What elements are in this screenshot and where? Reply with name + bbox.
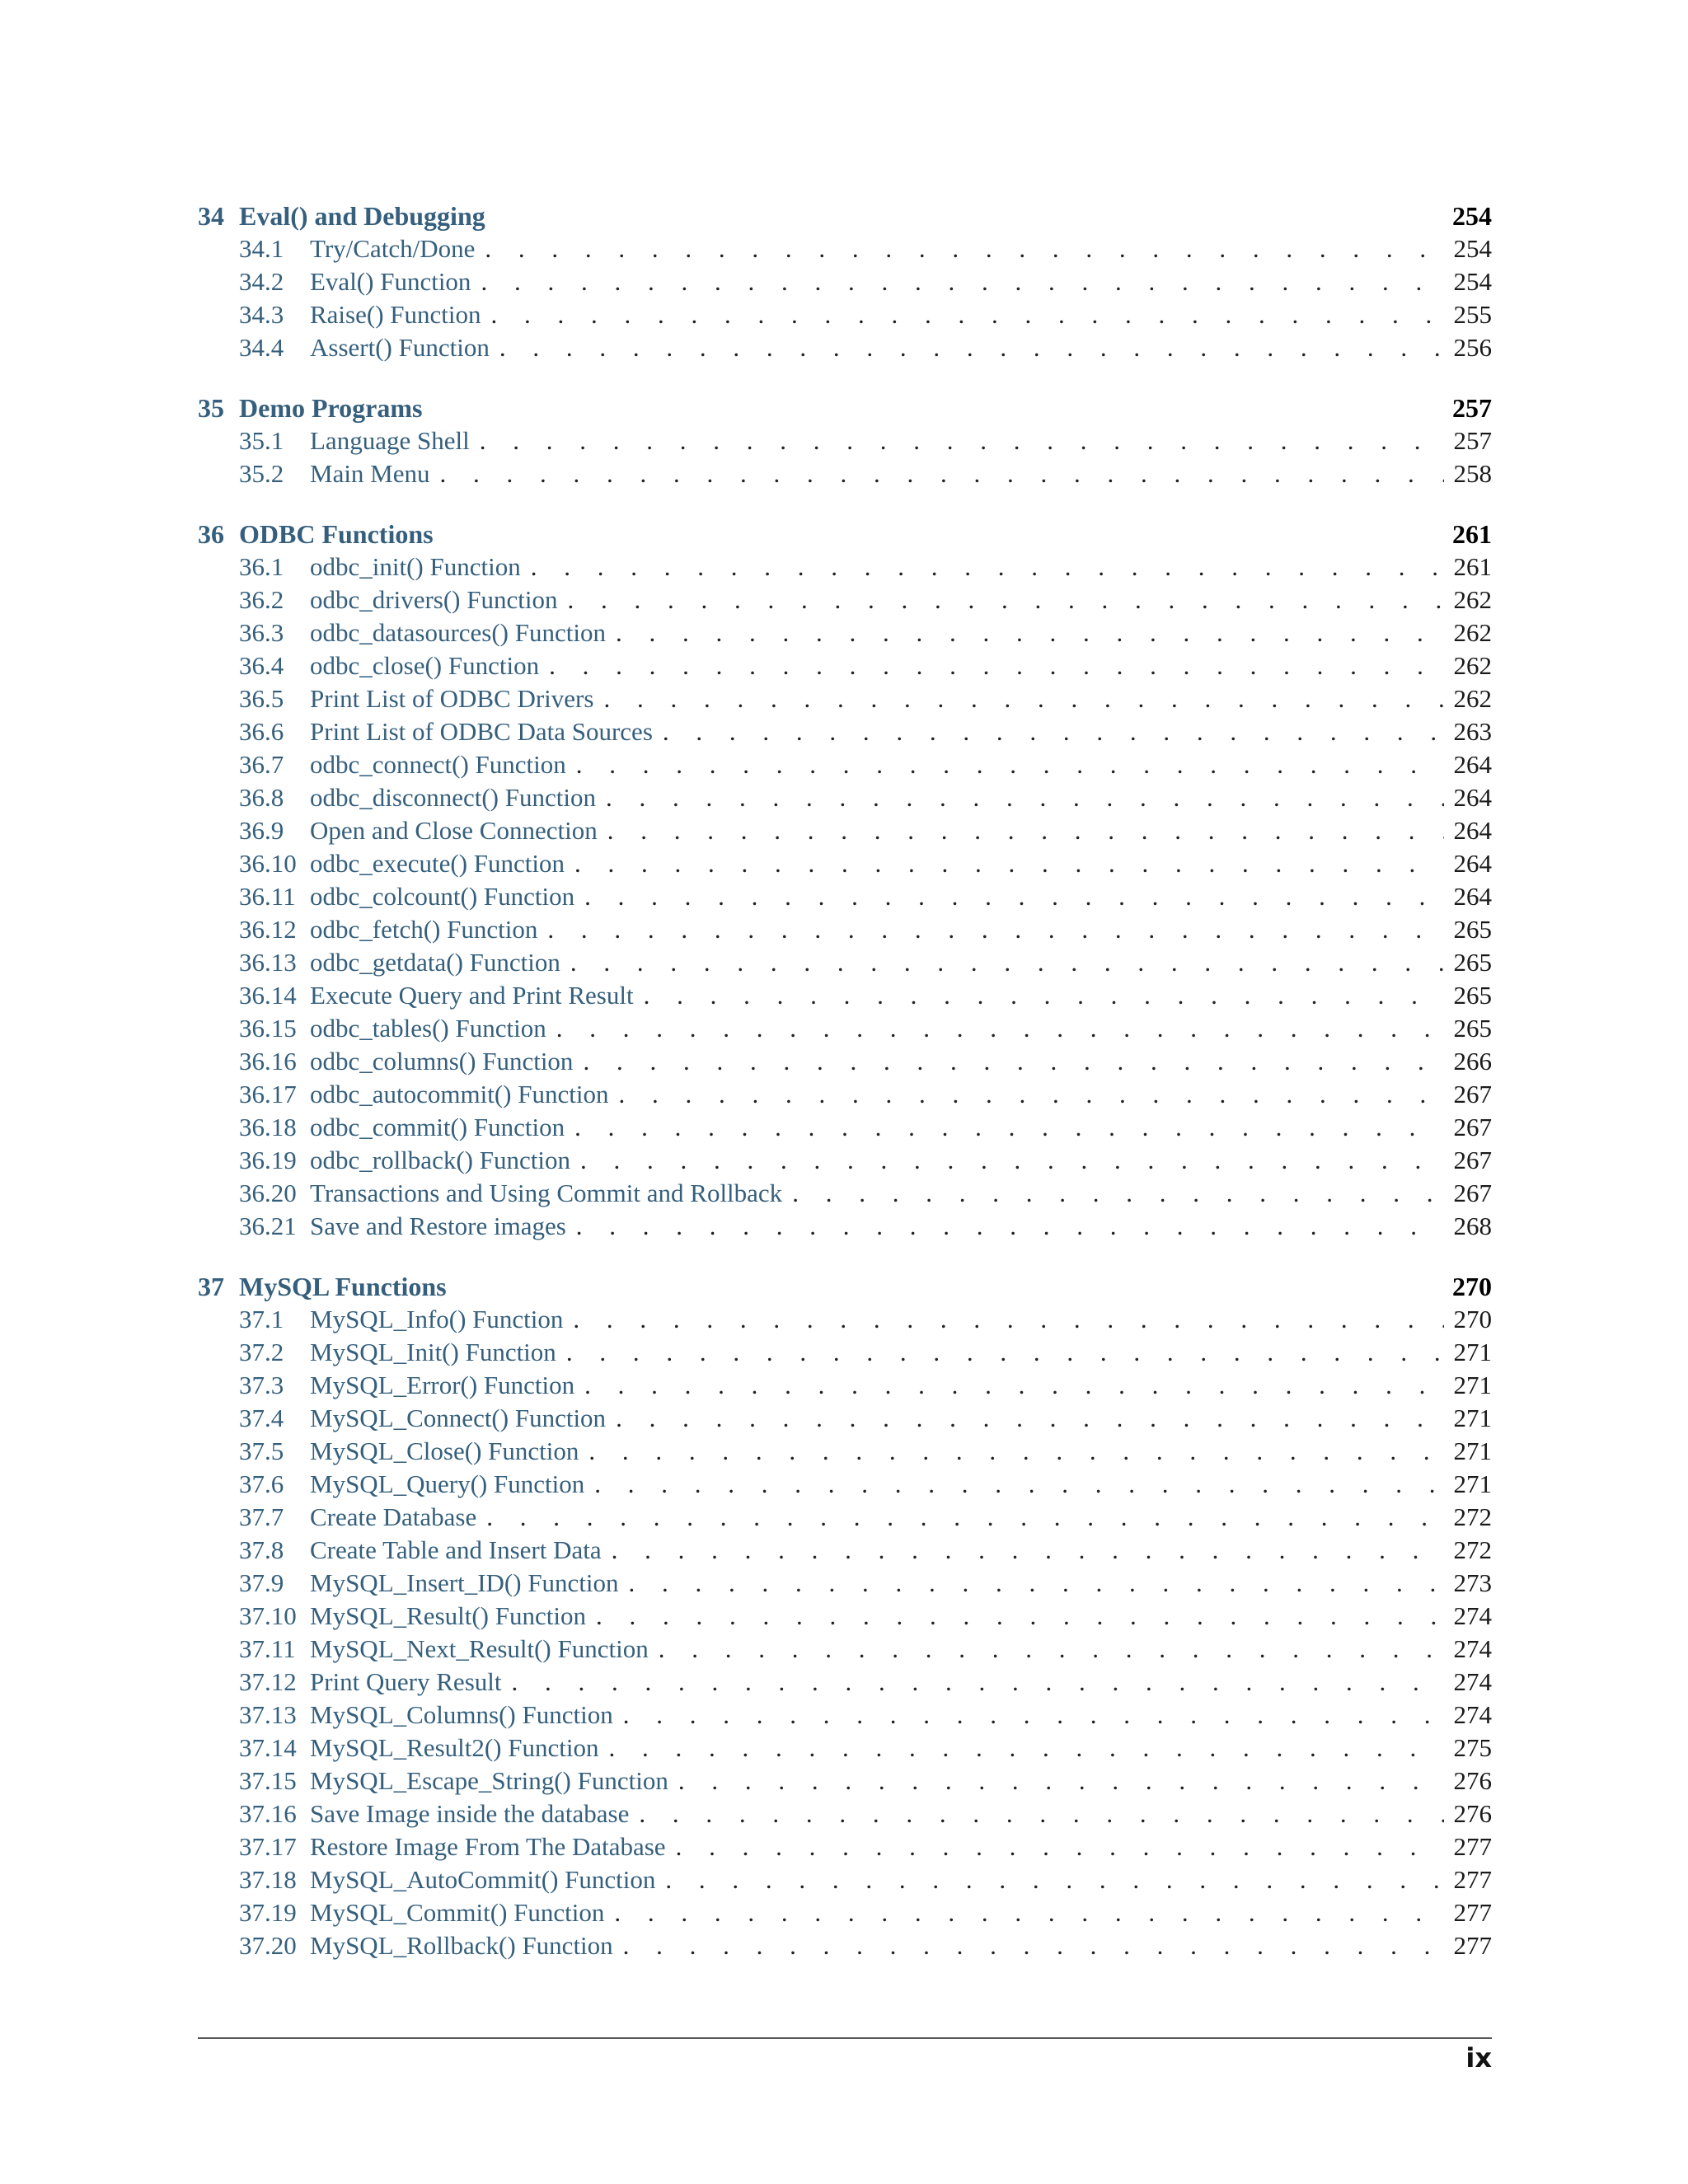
toc-entry[interactable]: [198, 1045, 1492, 1078]
dot-leader: [602, 1534, 1444, 1567]
section-number: 34.3: [239, 300, 284, 329]
section-title-link[interactable]: Save and Restore images: [310, 1212, 566, 1240]
dot-leader: [782, 1177, 1444, 1210]
section-page-number: 257: [1453, 426, 1492, 455]
dot-leader: [668, 1765, 1444, 1797]
section-title-link[interactable]: odbc_fetch() Function: [310, 915, 538, 944]
section-title-link[interactable]: Main Menu: [310, 459, 430, 488]
toc-entry[interactable]: [198, 1765, 1492, 1797]
section-page-number: 267: [1453, 1113, 1492, 1141]
section-page-number: 254: [1453, 267, 1492, 296]
toc-entry[interactable]: [198, 1797, 1492, 1830]
toc-chapter-34: [198, 199, 1492, 364]
section-number: 36.21: [239, 1212, 297, 1240]
chapter-page-number: 257: [1452, 393, 1492, 423]
dot-leader: [613, 1699, 1444, 1732]
toc-entry[interactable]: [198, 946, 1492, 979]
toc-entry[interactable]: [198, 847, 1492, 880]
section-title-link[interactable]: Create Database: [310, 1502, 477, 1531]
dot-leader: [629, 1797, 1444, 1830]
toc-entry[interactable]: [198, 1896, 1492, 1929]
section-number: 37.15: [239, 1766, 297, 1795]
toc-entry[interactable]: [198, 616, 1492, 649]
toc-entry[interactable]: [198, 1501, 1492, 1534]
section-title-link[interactable]: odbc_rollback() Function: [310, 1146, 570, 1174]
section-page-number: 271: [1453, 1469, 1492, 1498]
toc-entry[interactable]: [198, 748, 1492, 781]
toc-entry[interactable]: [198, 457, 1492, 490]
section-number: 37.1: [239, 1305, 284, 1333]
section-page-number: 254: [1453, 234, 1492, 263]
section-title-link[interactable]: MySQL_Info() Function: [310, 1305, 564, 1333]
section-number: 37.18: [239, 1865, 297, 1894]
table-of-contents: [198, 199, 1492, 1990]
section-title-link[interactable]: odbc_getdata() Function: [310, 948, 560, 977]
chapter-page-number: 270: [1452, 1272, 1492, 1301]
section-page-number: 277: [1453, 1832, 1492, 1861]
section-page-number: 256: [1453, 333, 1492, 362]
toc-entry[interactable]: [198, 1732, 1492, 1765]
toc-entry[interactable]: [198, 298, 1492, 331]
section-number: 37.4: [239, 1404, 284, 1432]
dot-leader: [619, 1567, 1444, 1600]
section-number: 36.8: [239, 783, 284, 812]
chapter-heading[interactable]: [198, 391, 1492, 424]
toc-entry[interactable]: [198, 1699, 1492, 1732]
section-page-number: 271: [1453, 1404, 1492, 1432]
dot-leader: [546, 1012, 1444, 1045]
section-number: 34.4: [239, 333, 284, 362]
section-number: 37.13: [239, 1700, 297, 1729]
section-title-link[interactable]: Save Image inside the database: [310, 1799, 630, 1828]
section-number: 37.2: [239, 1338, 284, 1366]
toc-chapter-35: [198, 391, 1492, 490]
footer-divider: [198, 2037, 1492, 2039]
chapter-page-number: 261: [1452, 519, 1492, 549]
chapter-title-link[interactable]: Demo Programs: [239, 393, 423, 423]
section-number: 34.1: [239, 234, 284, 263]
section-number: 36.16: [239, 1047, 297, 1076]
section-number: 35.1: [239, 426, 284, 455]
section-page-number: 272: [1453, 1502, 1492, 1531]
toc-entry[interactable]: [198, 979, 1492, 1012]
section-title-link[interactable]: odbc_disconnect() Function: [310, 783, 596, 812]
section-title-link[interactable]: Eval() Function: [310, 267, 471, 296]
toc-chapter-36: [198, 518, 1492, 1243]
section-page-number: 274: [1453, 1634, 1492, 1663]
dot-leader: [566, 1210, 1444, 1243]
dot-leader: [570, 1144, 1444, 1177]
section-page-number: 276: [1453, 1799, 1492, 1828]
dot-leader: [565, 1111, 1444, 1144]
chapter-page-number: 254: [1452, 201, 1492, 231]
toc-entry[interactable]: [198, 424, 1492, 457]
dot-leader: [598, 814, 1444, 847]
section-page-number: 267: [1453, 1080, 1492, 1108]
toc-entry[interactable]: [198, 1402, 1492, 1435]
dot-leader: [560, 946, 1444, 979]
section-title-link[interactable]: Open and Close Connection: [310, 816, 598, 845]
section-number: 36.6: [239, 717, 284, 746]
section-page-number: 270: [1453, 1305, 1492, 1333]
section-page-number: 264: [1453, 783, 1492, 812]
toc-entry[interactable]: [198, 1012, 1492, 1045]
dot-leader: [490, 331, 1444, 364]
section-page-number: 263: [1453, 717, 1492, 746]
toc-entry[interactable]: [198, 1435, 1492, 1468]
section-page-number: 262: [1453, 651, 1492, 680]
section-page-number: 274: [1453, 1601, 1492, 1630]
section-number: 36.13: [239, 948, 297, 977]
toc-entry[interactable]: [198, 1534, 1492, 1567]
section-page-number: 268: [1453, 1212, 1492, 1240]
section-title-link[interactable]: MySQL_Insert_ID() Function: [310, 1568, 619, 1597]
section-title-link[interactable]: Try/Catch/Done: [310, 234, 476, 263]
chapter-heading[interactable]: [198, 199, 1492, 232]
dot-leader: [606, 1402, 1444, 1435]
section-number: 37.16: [239, 1799, 297, 1828]
section-number: 36.11: [239, 882, 296, 911]
section-number: 36.14: [239, 981, 297, 1010]
dot-leader: [430, 457, 1444, 490]
toc-entry[interactable]: [198, 1111, 1492, 1144]
toc-entry[interactable]: [198, 331, 1492, 364]
section-number: 36.12: [239, 915, 297, 944]
section-number: 36.4: [239, 651, 284, 680]
section-number: 37.12: [239, 1667, 297, 1696]
section-page-number: 258: [1453, 459, 1492, 488]
dot-leader: [557, 583, 1444, 616]
section-number: 36.17: [239, 1080, 297, 1108]
section-page-number: 273: [1453, 1568, 1492, 1597]
section-page-number: 264: [1453, 816, 1492, 845]
section-title-link[interactable]: Print Query Result: [310, 1667, 502, 1696]
section-page-number: 271: [1453, 1371, 1492, 1399]
chapter-number: 37: [198, 1272, 224, 1301]
toc-entry[interactable]: [198, 649, 1492, 682]
dot-leader: [604, 1896, 1444, 1929]
toc-entry[interactable]: [198, 232, 1492, 265]
toc-entry[interactable]: [198, 814, 1492, 847]
section-number: 36.2: [239, 585, 284, 614]
section-title-link[interactable]: odbc_datasources() Function: [310, 618, 606, 647]
section-page-number: 255: [1453, 300, 1492, 329]
dot-leader: [521, 551, 1444, 583]
dot-leader: [556, 1336, 1444, 1369]
section-number: 37.20: [239, 1931, 297, 1960]
section-title-link[interactable]: odbc_drivers() Function: [310, 585, 558, 614]
section-number: 37.3: [239, 1371, 284, 1399]
section-title-link[interactable]: Transactions and Using Commit and Rollback: [310, 1179, 783, 1207]
section-title-link[interactable]: Assert() Function: [310, 333, 490, 362]
section-title-link[interactable]: MySQL_Rollback() Function: [310, 1931, 613, 1960]
section-title-link[interactable]: odbc_close() Function: [310, 651, 540, 680]
section-page-number: 262: [1453, 585, 1492, 614]
toc-entry[interactable]: [198, 1144, 1492, 1177]
section-number: 36.20: [239, 1179, 297, 1207]
section-number: 37.19: [239, 1898, 297, 1927]
section-number: 37.11: [239, 1634, 296, 1663]
chapter-number: 35: [198, 393, 224, 423]
section-number: 35.2: [239, 459, 284, 488]
chapter-number: 36: [198, 519, 224, 549]
section-number: 37.9: [239, 1568, 284, 1597]
section-title-link[interactable]: odbc_colcount() Function: [310, 882, 575, 911]
section-page-number: 277: [1453, 1865, 1492, 1894]
toc-entry[interactable]: [198, 265, 1492, 298]
section-title-link[interactable]: odbc_init() Function: [310, 552, 521, 581]
section-number: 36.5: [239, 684, 284, 713]
section-title-link[interactable]: Create Table and Insert Data: [310, 1535, 602, 1564]
section-title-link[interactable]: Raise() Function: [310, 300, 481, 329]
section-title-link[interactable]: Execute Query and Print Result: [310, 981, 634, 1010]
section-title-link[interactable]: MySQL_Close() Function: [310, 1436, 579, 1465]
dot-leader: [537, 913, 1444, 946]
toc-entry[interactable]: [198, 1830, 1492, 1863]
section-number: 36.18: [239, 1113, 297, 1141]
section-title-link[interactable]: odbc_autocommit() Function: [310, 1080, 609, 1108]
section-page-number: 272: [1453, 1535, 1492, 1564]
section-page-number: 267: [1453, 1179, 1492, 1207]
section-title-link[interactable]: MySQL_Commit() Function: [310, 1898, 605, 1927]
section-page-number: 276: [1453, 1766, 1492, 1795]
chapter-heading[interactable]: [198, 518, 1492, 551]
dot-leader: [566, 748, 1444, 781]
section-number: 37.5: [239, 1436, 284, 1465]
toc-entry[interactable]: [198, 1177, 1492, 1210]
section-title-link[interactable]: odbc_columns() Function: [310, 1047, 574, 1076]
section-title-link[interactable]: MySQL_Next_Result() Function: [310, 1634, 649, 1663]
dot-leader: [649, 1633, 1444, 1666]
dot-leader: [539, 649, 1444, 682]
section-number: 37.14: [239, 1733, 297, 1762]
toc-entry[interactable]: [198, 1303, 1492, 1336]
section-title-link[interactable]: MySQL_AutoCommit() Function: [310, 1865, 656, 1894]
section-number: 37.8: [239, 1535, 284, 1564]
dot-leader: [655, 1863, 1444, 1896]
section-number: 36.1: [239, 552, 284, 581]
dot-leader: [586, 1600, 1444, 1633]
section-number: 36.7: [239, 750, 284, 779]
toc-entry[interactable]: [198, 583, 1492, 616]
toc-entry[interactable]: [198, 1929, 1492, 1962]
section-page-number: 262: [1453, 684, 1492, 713]
section-title-link[interactable]: MySQL_Result() Function: [310, 1601, 586, 1630]
section-title-link[interactable]: Language Shell: [310, 426, 470, 455]
dot-leader: [634, 979, 1444, 1012]
section-page-number: 264: [1453, 750, 1492, 779]
toc-entry[interactable]: [198, 880, 1492, 913]
chapter-heading[interactable]: [198, 1270, 1492, 1303]
section-page-number: 261: [1453, 552, 1492, 581]
toc-entry[interactable]: [198, 1600, 1492, 1633]
toc-entry[interactable]: [198, 913, 1492, 946]
dot-leader: [481, 298, 1445, 331]
toc-entry[interactable]: [198, 781, 1492, 814]
section-page-number: 274: [1453, 1667, 1492, 1696]
section-title-link[interactable]: MySQL_Escape_String() Function: [310, 1766, 668, 1795]
dot-leader: [563, 1303, 1444, 1336]
chapter-title-link[interactable]: Eval() and Debugging: [239, 201, 485, 231]
toc-entry[interactable]: [198, 1567, 1492, 1600]
toc-entry[interactable]: [198, 1633, 1492, 1666]
dot-leader: [470, 424, 1444, 457]
toc-entry[interactable]: [198, 715, 1492, 748]
dot-leader: [579, 1435, 1444, 1468]
dot-leader: [471, 265, 1444, 298]
section-number: 37.10: [239, 1601, 297, 1630]
section-number: 37.7: [239, 1502, 284, 1531]
section-number: 37.17: [239, 1832, 297, 1861]
dot-leader: [565, 847, 1444, 880]
toc-entry[interactable]: [198, 1468, 1492, 1501]
section-title-link[interactable]: Print List of ODBC Data Sources: [310, 717, 653, 746]
section-title-link[interactable]: odbc_tables() Function: [310, 1014, 546, 1043]
section-title-link[interactable]: odbc_connect() Function: [310, 750, 566, 779]
dot-leader: [666, 1830, 1444, 1863]
dot-leader: [608, 1078, 1444, 1111]
section-title-link[interactable]: odbc_execute() Function: [310, 849, 565, 878]
section-number: 36.15: [239, 1014, 297, 1043]
section-page-number: 271: [1453, 1338, 1492, 1366]
section-title-link[interactable]: MySQL_Init() Function: [310, 1338, 556, 1366]
section-title-link[interactable]: MySQL_Query() Function: [310, 1469, 585, 1498]
dot-leader: [593, 682, 1444, 715]
section-number: 36.10: [239, 849, 297, 878]
toc-entry[interactable]: [198, 551, 1492, 583]
toc-entry[interactable]: [198, 1210, 1492, 1243]
dot-leader: [475, 232, 1444, 265]
dot-leader: [613, 1929, 1444, 1962]
section-page-number: 274: [1453, 1700, 1492, 1729]
section-number: 37.6: [239, 1469, 284, 1498]
section-title-link[interactable]: odbc_commit() Function: [310, 1113, 565, 1141]
section-page-number: 267: [1453, 1146, 1492, 1174]
toc-entry[interactable]: [198, 1666, 1492, 1699]
section-title-link[interactable]: MySQL_Connect() Function: [310, 1404, 607, 1432]
chapter-title-link[interactable]: MySQL Functions: [239, 1272, 447, 1301]
section-title-link[interactable]: Restore Image From The Database: [310, 1832, 666, 1861]
dot-leader: [573, 1045, 1444, 1078]
section-title-link[interactable]: MySQL_Columns() Function: [310, 1700, 613, 1729]
section-page-number: 265: [1453, 948, 1492, 977]
section-page-number: 277: [1453, 1898, 1492, 1927]
section-page-number: 271: [1453, 1436, 1492, 1465]
chapter-number: 34: [198, 201, 224, 231]
section-page-number: 265: [1453, 1014, 1492, 1043]
section-page-number: 277: [1453, 1931, 1492, 1960]
section-page-number: 265: [1453, 981, 1492, 1010]
footer-page-number: ix: [1465, 2042, 1492, 2074]
toc-entry[interactable]: [198, 1369, 1492, 1402]
dot-leader: [598, 1732, 1444, 1765]
toc-entry[interactable]: [198, 1078, 1492, 1111]
chapter-title-link[interactable]: ODBC Functions: [239, 519, 434, 549]
dot-leader: [596, 781, 1444, 814]
toc-entry[interactable]: [198, 1336, 1492, 1369]
section-page-number: 266: [1453, 1047, 1492, 1076]
section-number: 36.3: [239, 618, 284, 647]
section-number: 36.19: [239, 1146, 297, 1174]
section-number: 34.2: [239, 267, 284, 296]
dot-leader: [606, 616, 1444, 649]
dot-leader: [574, 880, 1444, 913]
dot-leader: [502, 1666, 1445, 1699]
dot-leader: [584, 1468, 1444, 1501]
section-title-link[interactable]: Print List of ODBC Drivers: [310, 684, 594, 713]
toc-entry[interactable]: [198, 1863, 1492, 1896]
section-page-number: 275: [1453, 1733, 1492, 1762]
dot-leader: [476, 1501, 1444, 1534]
section-page-number: 265: [1453, 915, 1492, 944]
section-page-number: 262: [1453, 618, 1492, 647]
section-page-number: 264: [1453, 849, 1492, 878]
section-title-link[interactable]: MySQL_Error() Function: [310, 1371, 575, 1399]
toc-entry[interactable]: [198, 682, 1492, 715]
section-number: 36.9: [239, 816, 284, 845]
dot-leader: [653, 715, 1444, 748]
section-title-link[interactable]: MySQL_Result2() Function: [310, 1733, 599, 1762]
section-page-number: 264: [1453, 882, 1492, 911]
dot-leader: [574, 1369, 1444, 1402]
toc-chapter-37: [198, 1270, 1492, 1962]
